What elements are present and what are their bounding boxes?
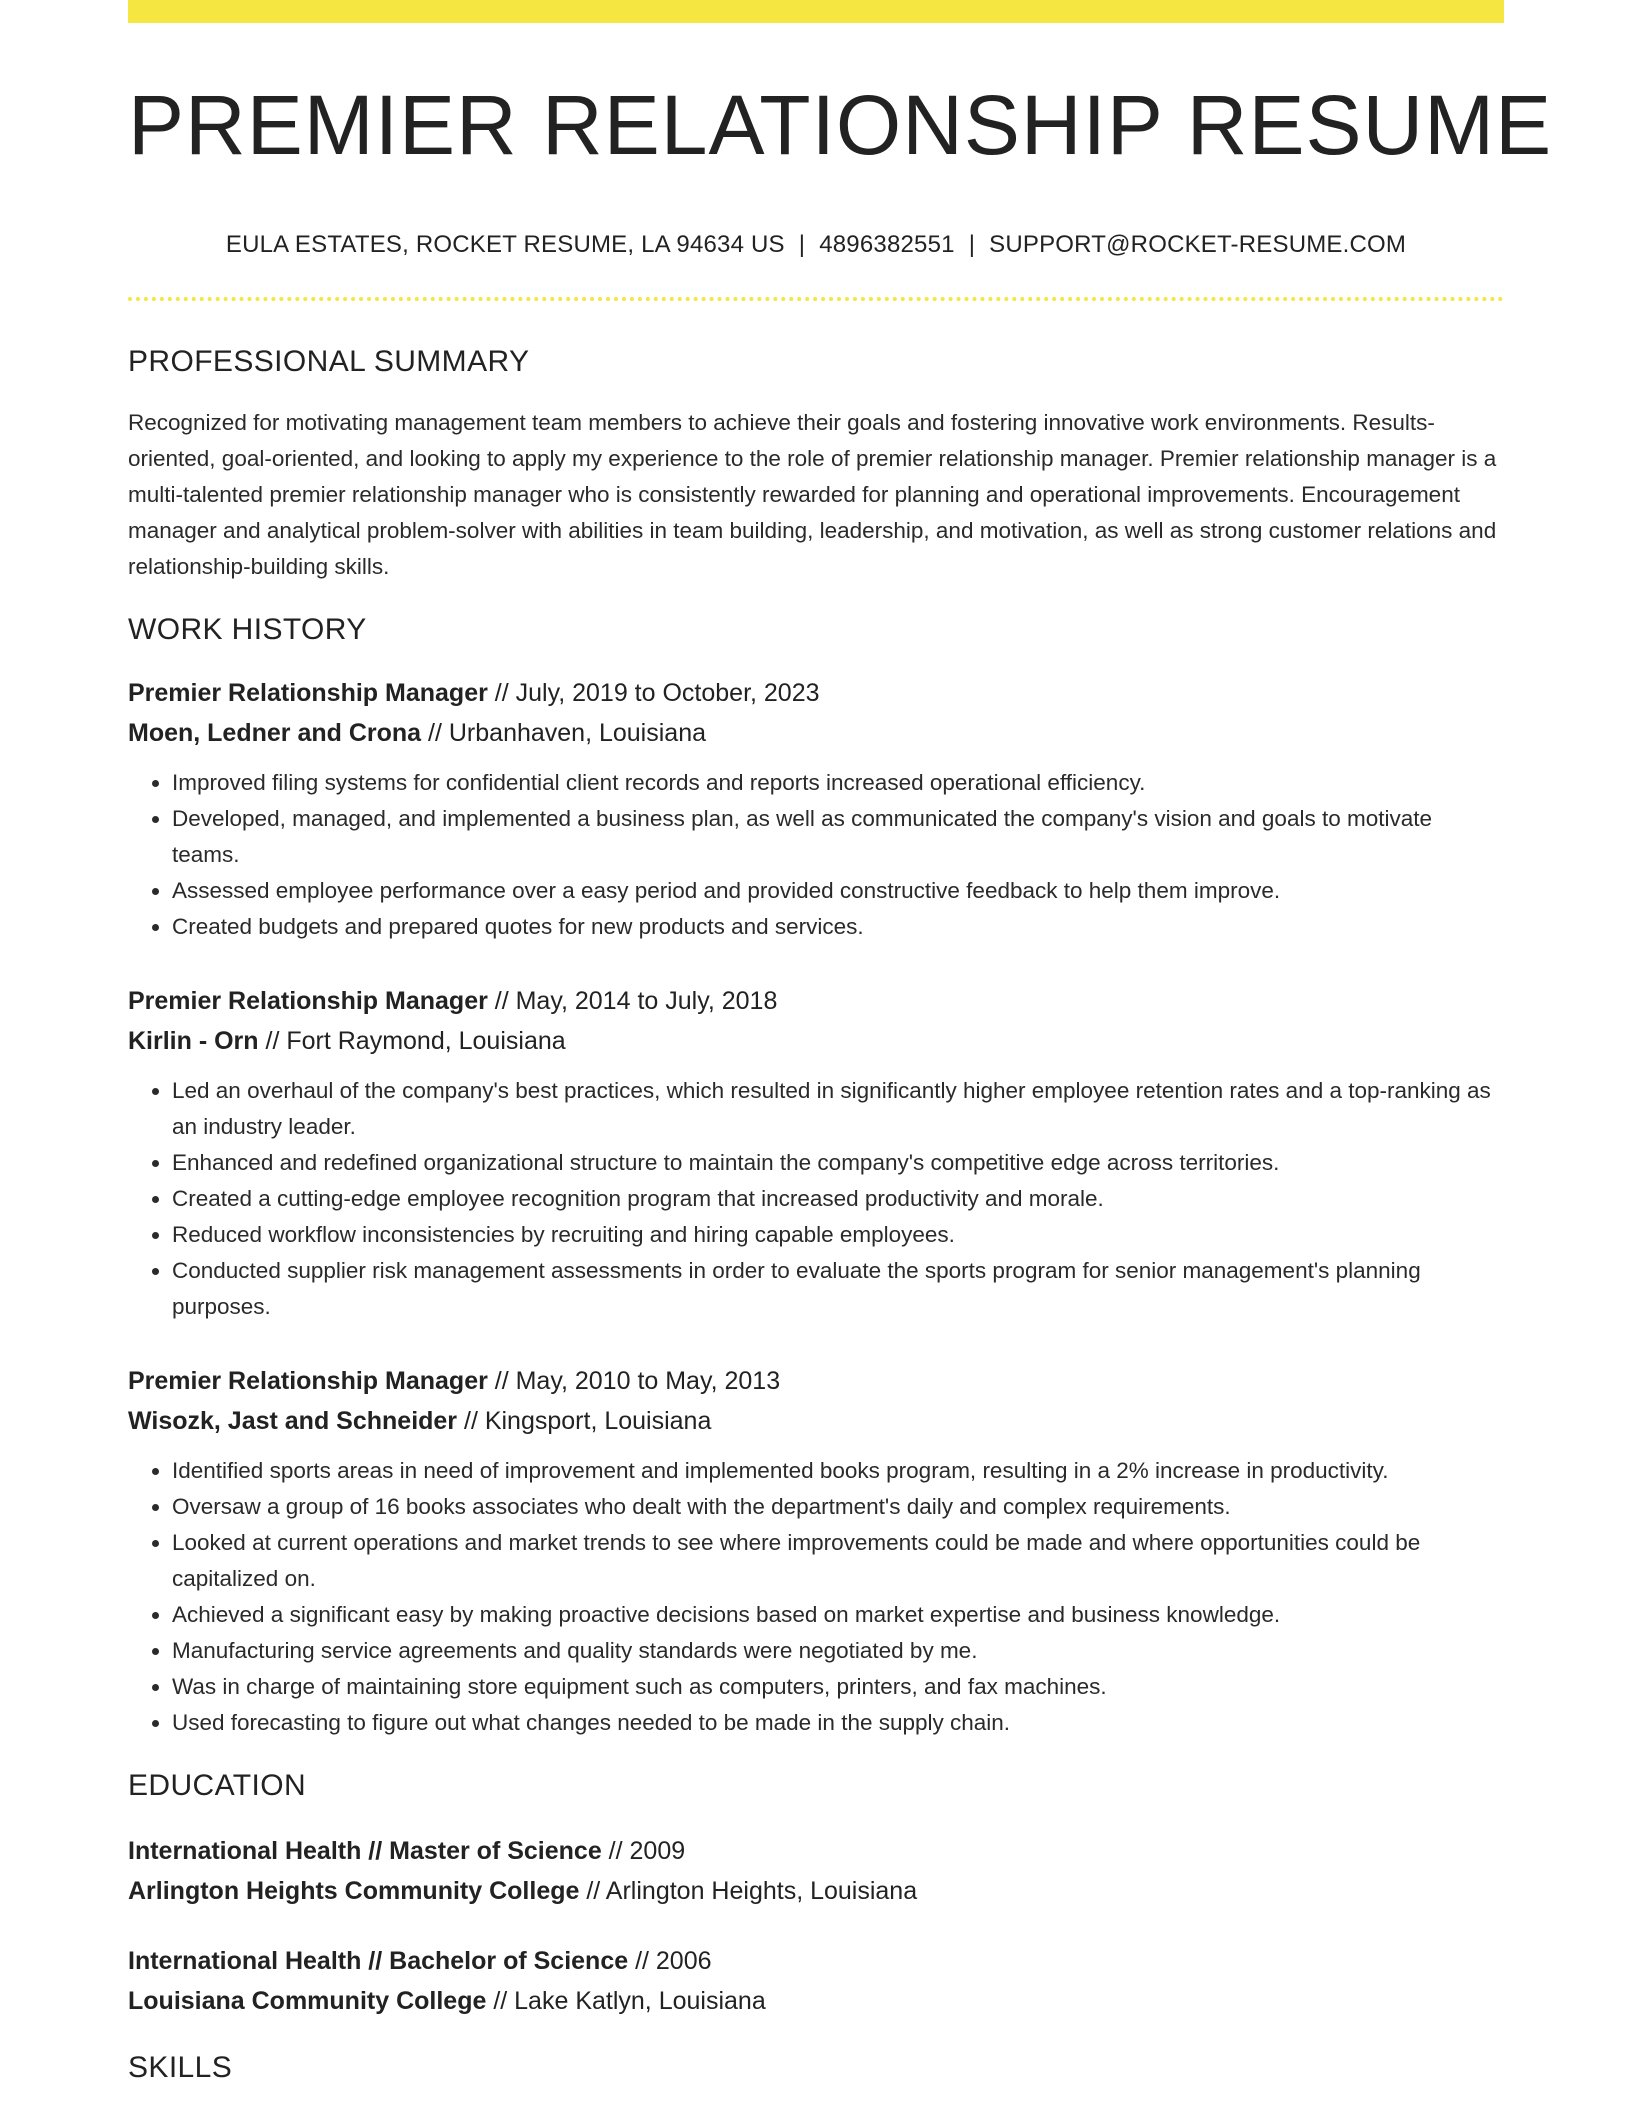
job-bullet: • Reduced workflow inconsistencies by recruiting and hiring capable employees. — [172, 1217, 1504, 1253]
resume-page — [128, 0, 1553, 2085]
job-bullet: • Was in charge of maintaining store equipment such as computers, printers, and fax machines. — [172, 1669, 1504, 1705]
work-history-list — [128, 673, 1504, 1741]
job-bullet: • Created a cutting-edge employee recognition program that increased productivity and morale. — [172, 1181, 1504, 1217]
job-title-line — [128, 673, 1504, 713]
job-bullet: • Oversaw a group of 16 books associates who dealt with the department's daily and complex requirements. — [172, 1489, 1504, 1525]
education-year: // 2006 — [628, 1947, 712, 1975]
education-location: // Lake Katlyn, Louisiana — [486, 1987, 766, 2015]
job-dates: // July, 2019 to October, 2023 — [487, 679, 820, 707]
job-company: Moen, Ledner and Crona — [128, 719, 422, 747]
job-bullet: • Assessed employee performance over a easy period and provided constructive feedback to help them improve. — [172, 873, 1504, 909]
job-location: // Fort Raymond, Louisiana — [258, 1027, 566, 1055]
summary-heading: PROFESSIONAL SUMMARY — [128, 345, 530, 378]
contact-separator: | — [798, 231, 806, 258]
contact-phone: 4896382551 — [819, 231, 955, 258]
job-bullet: • Achieved a significant easy by making proactive decisions based on market expertise and business knowledge. — [172, 1597, 1504, 1633]
education-degree-line — [128, 1941, 1504, 1981]
top-accent-bar — [128, 0, 1504, 23]
skills-heading: SKILLS — [128, 2051, 233, 2084]
job-bullets — [128, 1453, 1504, 1741]
job-dates: // May, 2014 to July, 2018 — [487, 987, 778, 1015]
dotted-divider — [128, 297, 1504, 301]
job-title-line — [128, 1361, 1504, 1401]
job-bullet: • Created budgets and prepared quotes for new products and services. — [172, 909, 1504, 945]
job-bullet: • Developed, managed, and implemented a business plan, as well as communicated the company's vision and goals to motivate teams. — [172, 801, 1504, 873]
job-title-line — [128, 981, 1504, 1021]
education-year: // 2009 — [601, 1837, 686, 1865]
job-title: Premier Relationship Manager — [128, 1367, 488, 1395]
education-school: Louisiana Community College — [128, 1987, 487, 2015]
job-bullets — [128, 765, 1504, 945]
job-bullet: • Identified sports areas in need of improvement and implemented books program, resulting in a 2% increase in productivity. — [172, 1453, 1504, 1489]
job-bullet: • Led an overhaul of the company's best practices, which resulted in significantly higher employee retention rates and a top-ranking as an industry leader. — [172, 1073, 1504, 1145]
education-entry — [128, 1831, 1504, 1911]
job-entry — [128, 981, 1504, 1325]
education-heading: EDUCATION — [128, 1769, 307, 1802]
education-degree-line — [128, 1831, 1504, 1871]
job-company-line — [128, 713, 1504, 753]
job-title: Premier Relationship Manager — [128, 987, 488, 1015]
job-company: Kirlin - Orn — [128, 1027, 259, 1055]
job-entry — [128, 673, 1504, 945]
contact-separator: | — [968, 231, 976, 258]
education-degree: International Health // Master of Science — [128, 1837, 602, 1865]
job-bullets — [128, 1073, 1504, 1325]
education-school: Arlington Heights Community College — [128, 1877, 580, 1905]
job-bullet: • Manufacturing service agreements and quality standards were negotiated by me. — [172, 1633, 1504, 1669]
job-bullet: • Conducted supplier risk management assessments in order to evaluate the sports program for senior management's planning purposes. — [172, 1253, 1504, 1325]
job-bullet: • Improved filing systems for confidential client records and reports increased operational efficiency. — [172, 765, 1504, 801]
job-company-line — [128, 1021, 1504, 1061]
job-location: // Kingsport, Louisiana — [457, 1407, 712, 1435]
job-bullet: • Looked at current operations and market trends to see where improvements could be made and where opportunities could be capitalized on. — [172, 1525, 1504, 1597]
job-location: // Urbanhaven, Louisiana — [421, 719, 707, 747]
resume-title: PREMIER RELATIONSHIP RESUME — [128, 78, 1553, 172]
education-entry — [128, 1941, 1504, 2021]
job-entry — [128, 1361, 1504, 1741]
job-company-line — [128, 1401, 1504, 1441]
education-school-line — [128, 1981, 1504, 2021]
contact-address: EULA ESTATES, ROCKET RESUME, LA 94634 US — [225, 231, 785, 258]
job-bullet: • Used forecasting to figure out what changes needed to be made in the supply chain. — [172, 1705, 1504, 1741]
contact-email: SUPPORT@ROCKET-RESUME.COM — [989, 231, 1407, 258]
job-company: Wisozk, Jast and Schneider — [128, 1407, 458, 1435]
job-dates: // May, 2010 to May, 2013 — [487, 1367, 781, 1395]
education-list — [128, 1831, 1504, 2021]
job-bullet: • Enhanced and redefined organizational structure to maintain the company's competitive edge across territories. — [172, 1145, 1504, 1181]
education-degree: International Health // Bachelor of Science — [128, 1947, 629, 1975]
job-title: Premier Relationship Manager — [128, 679, 488, 707]
work-history-heading: WORK HISTORY — [128, 613, 367, 646]
education-school-line — [128, 1871, 1504, 1911]
contact-line — [128, 231, 1504, 259]
summary-text: Recognized for motivating management team members to achieve their goals and fostering innovative work environments. Results-oriented, goal-oriented, and looking to apply my experience to the role of premier relationship manager. Premier relationship manager is a multi-talented premier relationship manager who is consistently rewarded for planning and operational improvements. Encouragement manager and analytical problem-solver with abilities in team building, leadership, and motivation, as well as strong customer relations and relationship-building skills. — [128, 410, 1497, 579]
education-location: // Arlington Heights, Louisiana — [579, 1877, 918, 1905]
